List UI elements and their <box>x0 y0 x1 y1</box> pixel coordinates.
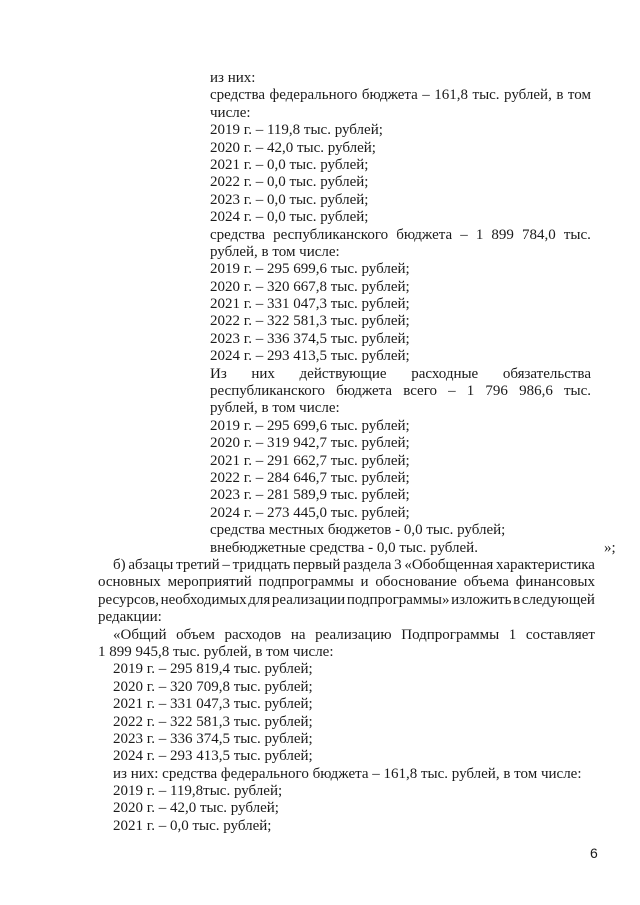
word: рублей, <box>504 87 552 104</box>
word: 899 <box>491 226 514 243</box>
text-line: редакции: <box>98 609 162 626</box>
text-line <box>210 366 591 383</box>
word: «Обобщенная <box>404 557 494 573</box>
word: следующей <box>521 591 595 608</box>
text-line: из них: средства федерального бюджета – 161,8 тыс. рублей, в том числе: <box>113 765 582 782</box>
word: изложить <box>451 591 512 608</box>
text-line: 2023 г. – 0,0 тыс. рублей; <box>210 191 369 208</box>
word: расходные <box>411 365 479 382</box>
word: первый <box>292 557 341 573</box>
word: реализацию <box>315 626 392 643</box>
word: абзацы <box>128 557 174 573</box>
word: в <box>513 591 521 608</box>
word: 1 <box>508 626 517 643</box>
word: Подпрограммы <box>401 626 500 643</box>
text-line: числе: <box>210 104 251 121</box>
word: «Общий <box>113 626 167 643</box>
word: – <box>448 383 456 400</box>
word: действующие <box>299 365 387 382</box>
word: расходов <box>224 626 282 643</box>
text-line: 2022 г. – 284 646,7 тыс. рублей; <box>210 469 410 486</box>
text-line <box>210 87 591 104</box>
word: республиканского <box>273 226 389 243</box>
word: бюджета <box>336 383 393 400</box>
text-line: 2020 г. – 42,0 тыс. рублей; <box>210 139 376 156</box>
word: обоснование <box>375 574 457 591</box>
page-number: 6 <box>590 845 598 861</box>
word: 1 <box>475 226 484 243</box>
word: – <box>222 557 230 573</box>
word: средства <box>210 226 266 243</box>
text-line: 2020 г. – 42,0 тыс. рублей; <box>113 800 279 817</box>
word: средства <box>210 87 266 104</box>
word: тридцать <box>232 557 291 573</box>
text-line: 2021 г. – 331 047,3 тыс. рублей; <box>113 696 313 713</box>
word: всего <box>403 383 437 400</box>
word: федерального <box>269 87 358 104</box>
word: них <box>251 365 275 382</box>
word: характеристика <box>496 557 595 573</box>
text-line: 2020 г. – 320 667,8 тыс. рублей; <box>210 278 410 295</box>
text-line: 2021 г. – 0,0 тыс. рублей; <box>113 817 272 834</box>
word: 161,8 <box>434 87 469 104</box>
word: Из <box>210 365 227 382</box>
word: подпрограммы» <box>346 591 450 608</box>
text-line: 2023 г. – 336 374,5 тыс. рублей; <box>113 730 313 747</box>
text-line: 2019 г. – 119,8 тыс. рублей; <box>210 122 383 139</box>
word: 3 <box>394 557 402 573</box>
word: – <box>460 226 468 243</box>
word: обязательства <box>502 365 591 382</box>
text-line: рублей, в том числе: <box>210 243 340 260</box>
text-line: 2022 г. – 322 581,3 тыс. рублей; <box>210 313 410 330</box>
amendment-paragraph <box>98 557 595 835</box>
text-line: 2023 г. – 336 374,5 тыс. рублей; <box>210 330 410 347</box>
word: тыс. <box>472 87 500 104</box>
text-line: 2019 г. – 295 699,6 тыс. рублей; <box>210 417 410 434</box>
text-line: 2023 г. – 281 589,9 тыс. рублей; <box>210 487 410 504</box>
text-line: 2022 г. – 322 581,3 тыс. рублей; <box>113 713 313 730</box>
word: составляет <box>525 626 595 643</box>
text-line: 2024 г. – 293 413,5 тыс. рублей; <box>210 348 410 365</box>
word: республиканского <box>210 383 325 400</box>
budget-breakdown-block <box>210 70 591 557</box>
word: подпрограммы <box>258 574 354 591</box>
text-line: средства местных бюджетов - 0,0 тыс. рублей; <box>210 522 506 539</box>
word: мероприятий <box>167 574 252 591</box>
text-line: 2019 г. – 119,8тыс. рублей; <box>113 783 283 800</box>
word: 796 <box>485 383 508 400</box>
word: финансовых <box>515 574 595 591</box>
text-line: 2019 г. – 295 699,6 тыс. рублей; <box>210 261 410 278</box>
word: 986,6 <box>519 383 553 400</box>
word: объем <box>176 626 215 643</box>
word: в <box>556 87 564 104</box>
text-line: 2024 г. – 0,0 тыс. рублей; <box>210 209 369 226</box>
word: основных <box>98 574 161 591</box>
text-line: рублей, в том числе: <box>210 400 340 417</box>
word: том <box>567 87 591 104</box>
text-line: 2021 г. – 331 047,3 тыс. рублей; <box>210 296 410 313</box>
word: третий <box>176 557 220 573</box>
text-line <box>98 557 595 574</box>
word: бюджета <box>396 226 453 243</box>
text-line: 2021 г. – 0,0 тыс. рублей; <box>210 156 369 173</box>
text-line: из них: <box>210 70 256 86</box>
word: тыс. <box>563 226 591 243</box>
text-line: внебюджетные средства - 0,0 тыс. рублей. <box>210 539 478 556</box>
word: 1 <box>466 383 475 400</box>
text-line <box>98 627 595 644</box>
text-line: 2024 г. – 293 413,5 тыс. рублей; <box>113 748 313 765</box>
text-line: 2024 г. – 273 445,0 тыс. рублей; <box>210 504 410 521</box>
word: 784,0 <box>522 226 556 243</box>
word: реализации <box>271 591 346 608</box>
word: для <box>248 591 271 608</box>
text-line <box>210 383 591 400</box>
text-line: 2021 г. – 291 662,7 тыс. рублей; <box>210 452 410 469</box>
word: на <box>290 626 306 643</box>
word: раздела <box>343 557 392 573</box>
text-line <box>98 574 595 591</box>
word: необходимых <box>160 591 247 608</box>
word: и <box>360 574 369 591</box>
word: бюджета <box>361 87 418 104</box>
text-line: 2020 г. – 320 709,8 тыс. рублей; <box>113 678 313 695</box>
word: ресурсов, <box>98 591 159 608</box>
text-line: 2022 г. – 0,0 тыс. рублей; <box>210 174 369 191</box>
text-line: 1 899 945,8 тыс. рублей, в том числе: <box>98 643 334 660</box>
word: тыс. <box>563 383 591 400</box>
text-line <box>210 227 591 244</box>
word: б) <box>113 557 126 573</box>
text-line: 2019 г. – 295 819,4 тыс. рублей; <box>113 661 313 678</box>
word: объема <box>463 574 509 591</box>
text-line: 2020 г. – 319 942,7 тыс. рублей; <box>210 435 410 452</box>
word: – <box>422 87 430 104</box>
text-line <box>98 592 595 609</box>
closing-quote: »; <box>604 540 616 556</box>
